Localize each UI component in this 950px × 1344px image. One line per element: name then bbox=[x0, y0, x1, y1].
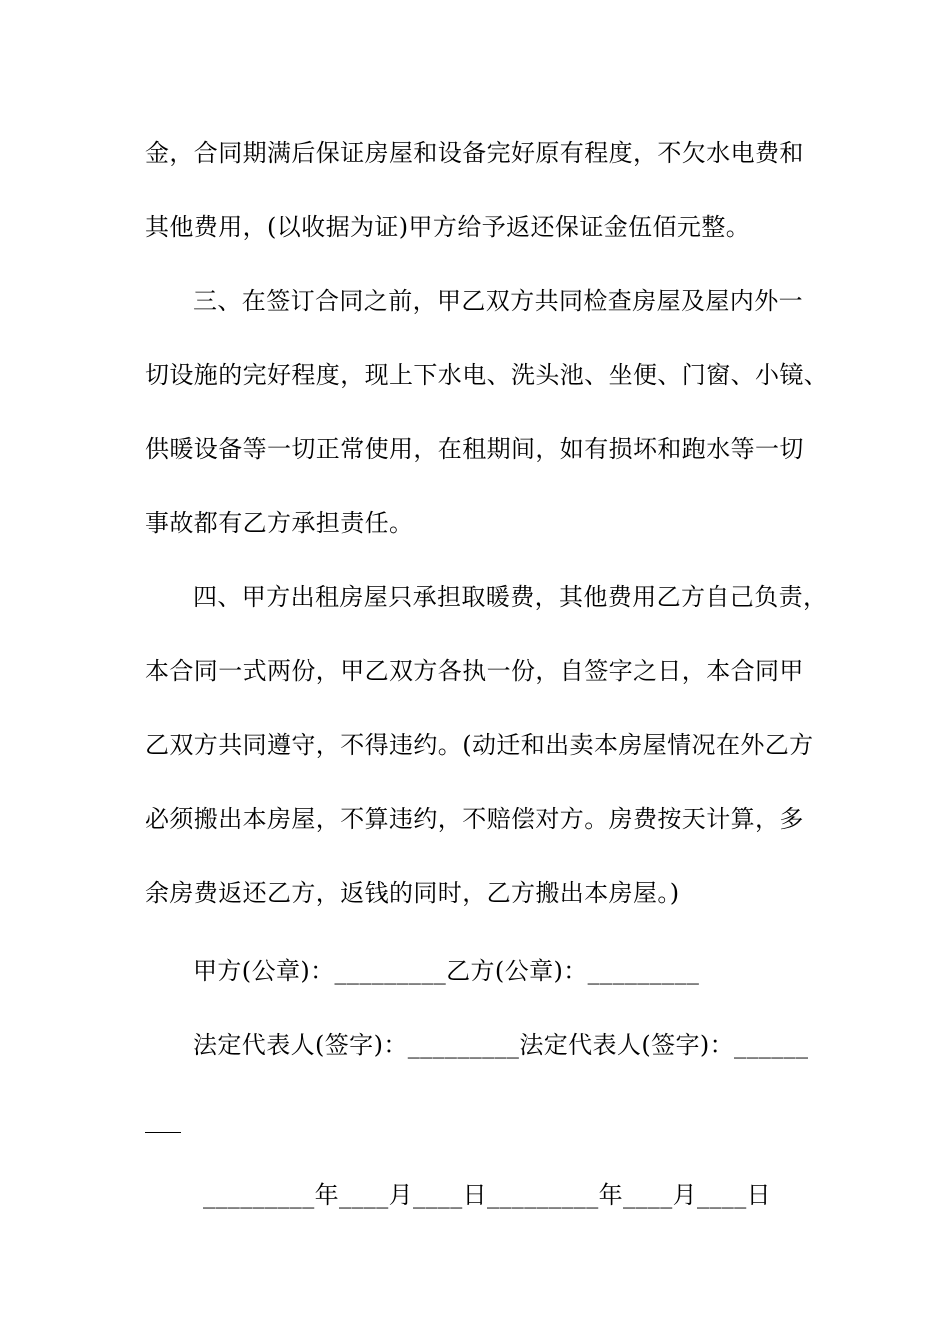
paragraph-line: 切设施的完好程度，现上下水电、洗头池、坐便、门窗、小镜、 bbox=[145, 361, 829, 389]
paragraph-line: 乙双方共同遵守，不得违约。(动迁和出卖本房屋情况在外乙方 bbox=[145, 731, 814, 759]
clause-three-start: 三、在签订合同之前，甲乙双方共同检查房屋及屋内外一 bbox=[193, 287, 803, 315]
paragraph-line: 必须搬出本房屋，不算违约，不赔偿对方。房费按天计算，多 bbox=[145, 805, 804, 833]
paragraph-line: 事故都有乙方承担责任。 bbox=[145, 509, 414, 537]
paragraph-line: 本合同一式两份，甲乙双方各执一份，自签字之日，本合同甲 bbox=[145, 657, 804, 685]
signature-continuation-rule bbox=[145, 1132, 181, 1133]
paragraph-line: 其他费用，(以收据为证)甲方给予返还保证金伍佰元整。 bbox=[145, 213, 751, 241]
date-line: _________年____月____日_________年____月____日 bbox=[203, 1181, 771, 1209]
clause-four-start: 四、甲方出租房屋只承担取暖费，其他费用乙方自己负责， bbox=[193, 583, 828, 611]
paragraph-line: 金，合同期满后保证房屋和设备完好原有程度，不欠水电费和 bbox=[145, 139, 804, 167]
paragraph-line: 供暖设备等一切正常使用，在租期间，如有损坏和跑水等一切 bbox=[145, 435, 804, 463]
representative-signature-line: 法定代表人(签字)：_________法定代表人(签字)：______ bbox=[193, 1031, 809, 1059]
seal-signature-line: 甲方(公章)：_________乙方(公章)：_________ bbox=[193, 957, 700, 985]
paragraph-line: 余房费返还乙方，返钱的同时，乙方搬出本房屋。) bbox=[145, 879, 680, 907]
